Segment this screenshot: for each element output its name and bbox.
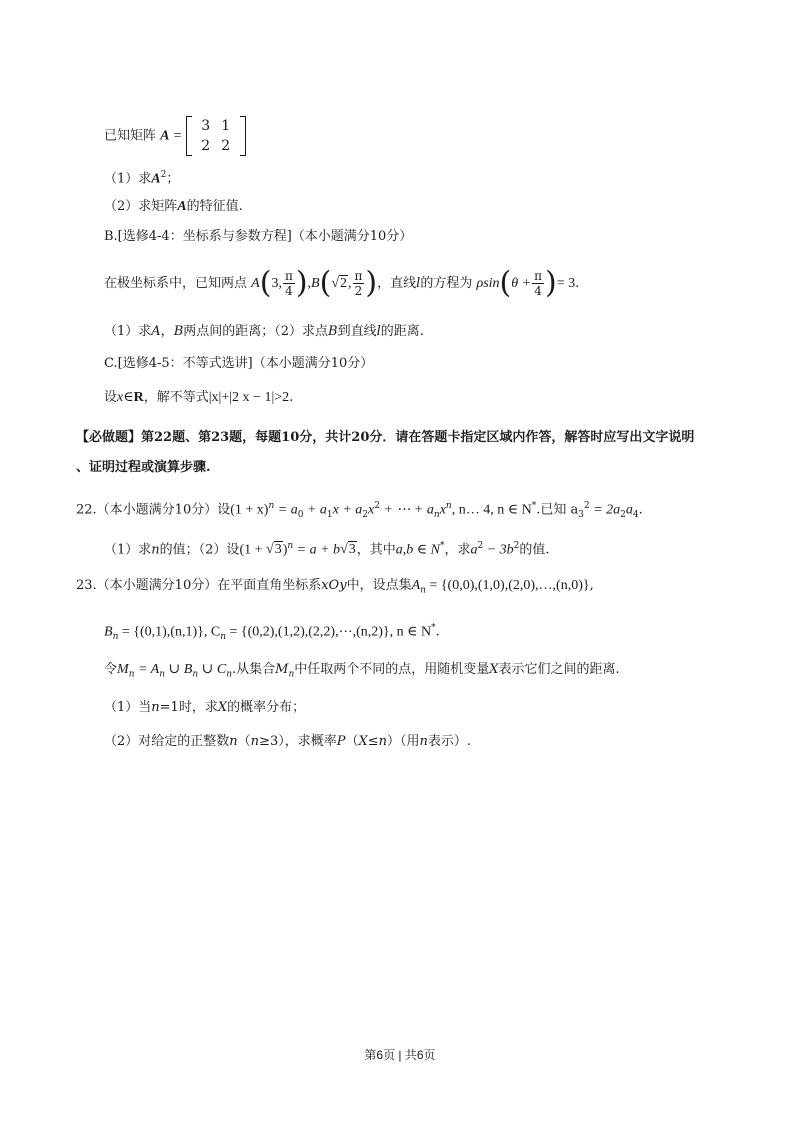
subscript: n <box>128 669 135 680</box>
text: （ <box>237 734 251 749</box>
subscript: 3 <box>578 509 584 520</box>
text: 两点间的距离；（2）求点 <box>183 324 329 339</box>
text: 中任取两个不同的点，用随机变量 <box>294 662 490 677</box>
text: （1）求 <box>104 171 152 187</box>
text: 的值. <box>519 542 550 558</box>
sqrt: √3 <box>266 542 282 558</box>
math: = {(0,2),(1,2),(2,2),⋯,(n,2)}, n ∈ N <box>225 624 432 640</box>
math: ∪ C <box>198 662 227 677</box>
math: = 2a <box>589 502 621 518</box>
text: 设 <box>104 390 118 405</box>
text: ）（用 <box>387 734 420 749</box>
text: . <box>575 276 580 291</box>
text: 已知矩阵 <box>104 128 157 144</box>
q23-union <box>104 660 620 685</box>
text: . <box>289 390 294 405</box>
math: = a <box>274 502 298 518</box>
section-b-header: B.[选修4-4：坐标系与参数方程]（本小题满分10分） <box>104 229 413 244</box>
q22-subquestions <box>104 536 550 560</box>
equals: = <box>173 128 182 144</box>
subscript: 0 <box>297 509 304 520</box>
subscript: n <box>420 585 426 596</box>
text: . <box>435 624 440 640</box>
left-paren: ( <box>319 265 332 301</box>
math: x <box>439 502 446 518</box>
left-paren: ( <box>499 265 512 301</box>
symbol: A <box>151 324 161 339</box>
text: 22.（本小题满分10分）设 <box>76 502 231 518</box>
math: ) <box>282 542 288 558</box>
denominator: 4 <box>285 284 293 298</box>
symbol: xOy <box>321 578 347 593</box>
matrix-q1 <box>104 165 179 189</box>
right-paren: ) <box>295 265 308 301</box>
fraction <box>353 269 365 298</box>
math: + ⋯ + a <box>379 502 434 518</box>
text: ，解不等式 <box>143 390 209 405</box>
superscript: n <box>287 541 294 551</box>
radicand: 3 <box>274 542 282 558</box>
text: 的值；（2）设 <box>159 542 240 558</box>
symbol: x <box>117 390 124 405</box>
denominator: 4 <box>534 284 542 298</box>
subscript: n <box>288 669 295 680</box>
denominator: 2 <box>354 284 363 298</box>
math: , n… 4, n ∈ N <box>451 502 532 518</box>
subscript: n <box>226 669 232 680</box>
matrix-cell: 3 <box>201 118 211 134</box>
superscript: 2 <box>374 501 380 511</box>
fraction <box>283 269 295 298</box>
q22-statement <box>76 496 643 525</box>
text: . <box>638 502 643 518</box>
math: a,b ∈ N <box>395 542 440 558</box>
subscript: 2 <box>620 509 626 520</box>
subscript: 4 <box>632 509 639 520</box>
superscript: n <box>268 501 275 511</box>
symbol: A <box>151 171 161 187</box>
symbol: n <box>151 700 160 715</box>
text: ，求 <box>444 542 471 558</box>
symbol: B <box>328 324 338 339</box>
superscript: 2 <box>583 501 590 511</box>
text: （1）求 <box>104 324 152 339</box>
superscript: * <box>439 541 445 551</box>
theta: θ + <box>511 276 532 291</box>
q23-q2 <box>104 732 471 752</box>
matrix-cell: 2 <box>221 138 231 154</box>
symbol: n <box>250 734 260 749</box>
symbol: n <box>378 734 388 749</box>
fraction <box>532 269 544 298</box>
math: x <box>368 502 375 518</box>
math: ∪ B <box>165 662 193 677</box>
q23-sets <box>104 618 440 647</box>
math: + a <box>303 502 327 518</box>
q23-statement <box>76 576 594 601</box>
text: 表示它们之间的距离. <box>498 662 620 677</box>
text: ≤ <box>367 734 379 749</box>
numerator: π <box>354 269 363 283</box>
point-b: B <box>311 276 320 291</box>
text: , <box>348 276 352 291</box>
right-bracket <box>240 116 246 156</box>
superscript: * <box>531 501 537 511</box>
sqrt: √2 <box>331 276 348 291</box>
superscript: 2 <box>160 170 167 180</box>
subscript: 1 <box>326 509 333 520</box>
subscript: n <box>159 669 166 680</box>
numerator: π <box>534 269 542 283</box>
math: (1 + <box>239 542 266 558</box>
text: .已知 a <box>536 502 579 518</box>
text: 的特征值. <box>186 199 243 214</box>
text: （1）当 <box>104 700 152 715</box>
required-header-line1: 【必做题】第22题、第23题，每题10分，共计20分．请在答题卡指定区域内作答，解答时应写出文字说明 <box>76 430 695 445</box>
text: =1时，求 <box>159 700 218 715</box>
subscript: n <box>112 631 119 642</box>
section-c-statement <box>104 388 293 408</box>
math: a <box>470 542 478 558</box>
rho-sin: ρsin <box>476 276 500 291</box>
subscript: n <box>220 631 226 642</box>
symbol: P <box>336 734 346 749</box>
text: ，其中 <box>356 542 396 558</box>
math: = {(0,0),(1,0),(2,0),…,(n,0)} <box>425 578 590 593</box>
section-b-statement <box>104 264 579 304</box>
text: ； <box>166 171 180 187</box>
subscript: n <box>433 509 440 520</box>
math: M <box>117 662 129 677</box>
math: = {(0,1),(n,1)}, C <box>118 624 221 640</box>
left-paren: ( <box>259 265 272 301</box>
symbol: n <box>229 734 238 749</box>
numerator: π <box>284 269 293 283</box>
right-paren: ) <box>544 265 557 301</box>
symbol: X <box>358 734 368 749</box>
text: 的距离. <box>380 324 424 339</box>
symbol: M <box>275 662 289 677</box>
required-header-line2: 、证明过程或演算步骤. <box>76 460 211 475</box>
matrix-statement <box>104 116 246 156</box>
math: A <box>411 578 421 593</box>
matrix-q2 <box>104 197 243 217</box>
symbol: R <box>133 390 144 405</box>
text: , <box>307 276 312 291</box>
symbol: X <box>489 662 499 677</box>
section-b-question <box>104 322 424 342</box>
page-footer: 第6页 | 共6页 <box>364 1048 436 1062</box>
math: a <box>625 502 633 518</box>
sqrt: √3 <box>340 542 356 558</box>
symbol: B <box>173 324 184 339</box>
symbol: l <box>416 276 421 291</box>
right-paren: ) <box>365 265 378 301</box>
text: （2）求矩阵 <box>104 199 178 214</box>
matrix-cell: 2 <box>201 138 211 154</box>
matrix-cell: 1 <box>221 118 231 134</box>
inequality: |x|+|2 x − 1|>2 <box>208 390 290 405</box>
text: 在极坐标系中，已知两点 <box>104 276 248 291</box>
matrix-cells <box>192 116 240 156</box>
radicand: 3 <box>348 542 356 558</box>
superscript: 2 <box>477 541 484 551</box>
section-c-header: C.[选修4-5：不等式选讲]（本小题满分10分） <box>104 356 374 371</box>
text: 表示）. <box>427 734 472 749</box>
text: .从集合 <box>232 662 276 677</box>
math: x + a <box>332 502 363 518</box>
text: 23.（本小题满分10分）在平面直角坐标系 <box>76 578 322 593</box>
text: ，直线 <box>377 276 417 291</box>
superscript: * <box>431 623 436 633</box>
math: − 3b <box>483 542 514 558</box>
text: 3, <box>271 276 282 291</box>
text: 到直线 <box>337 324 377 339</box>
text: 的方程为 <box>420 276 473 291</box>
text: , <box>589 578 594 593</box>
text: 中，设点集 <box>346 578 412 593</box>
text: ， <box>160 324 174 339</box>
symbol: A <box>177 199 187 214</box>
subscript: 2 <box>362 509 369 520</box>
symbol: ∈ <box>123 390 134 405</box>
equation-rhs: = 3 <box>556 276 576 291</box>
radicand: 2 <box>340 276 348 291</box>
math: = A <box>134 662 160 677</box>
text: （1）求 <box>104 542 152 558</box>
subscript: n <box>192 669 199 680</box>
q23-q1 <box>104 698 305 718</box>
superscript: 2 <box>513 541 520 551</box>
symbol: l <box>376 324 381 339</box>
matrix-symbol: A <box>160 128 170 144</box>
text: 的概率分布； <box>227 700 306 715</box>
math: = a + b <box>293 542 341 558</box>
math: B <box>104 624 113 640</box>
point-a: A <box>251 276 260 291</box>
superscript: n <box>445 501 452 511</box>
symbol: n <box>419 734 428 749</box>
text: 令 <box>104 662 118 677</box>
text: ≥3），求概率 <box>259 734 337 749</box>
text: （2）对给定的正整数 <box>104 734 230 749</box>
math: (1 + x) <box>230 502 269 518</box>
matrix-a <box>186 116 246 156</box>
symbol: n <box>151 542 160 558</box>
symbol: X <box>217 700 228 715</box>
text: （ <box>345 734 359 749</box>
